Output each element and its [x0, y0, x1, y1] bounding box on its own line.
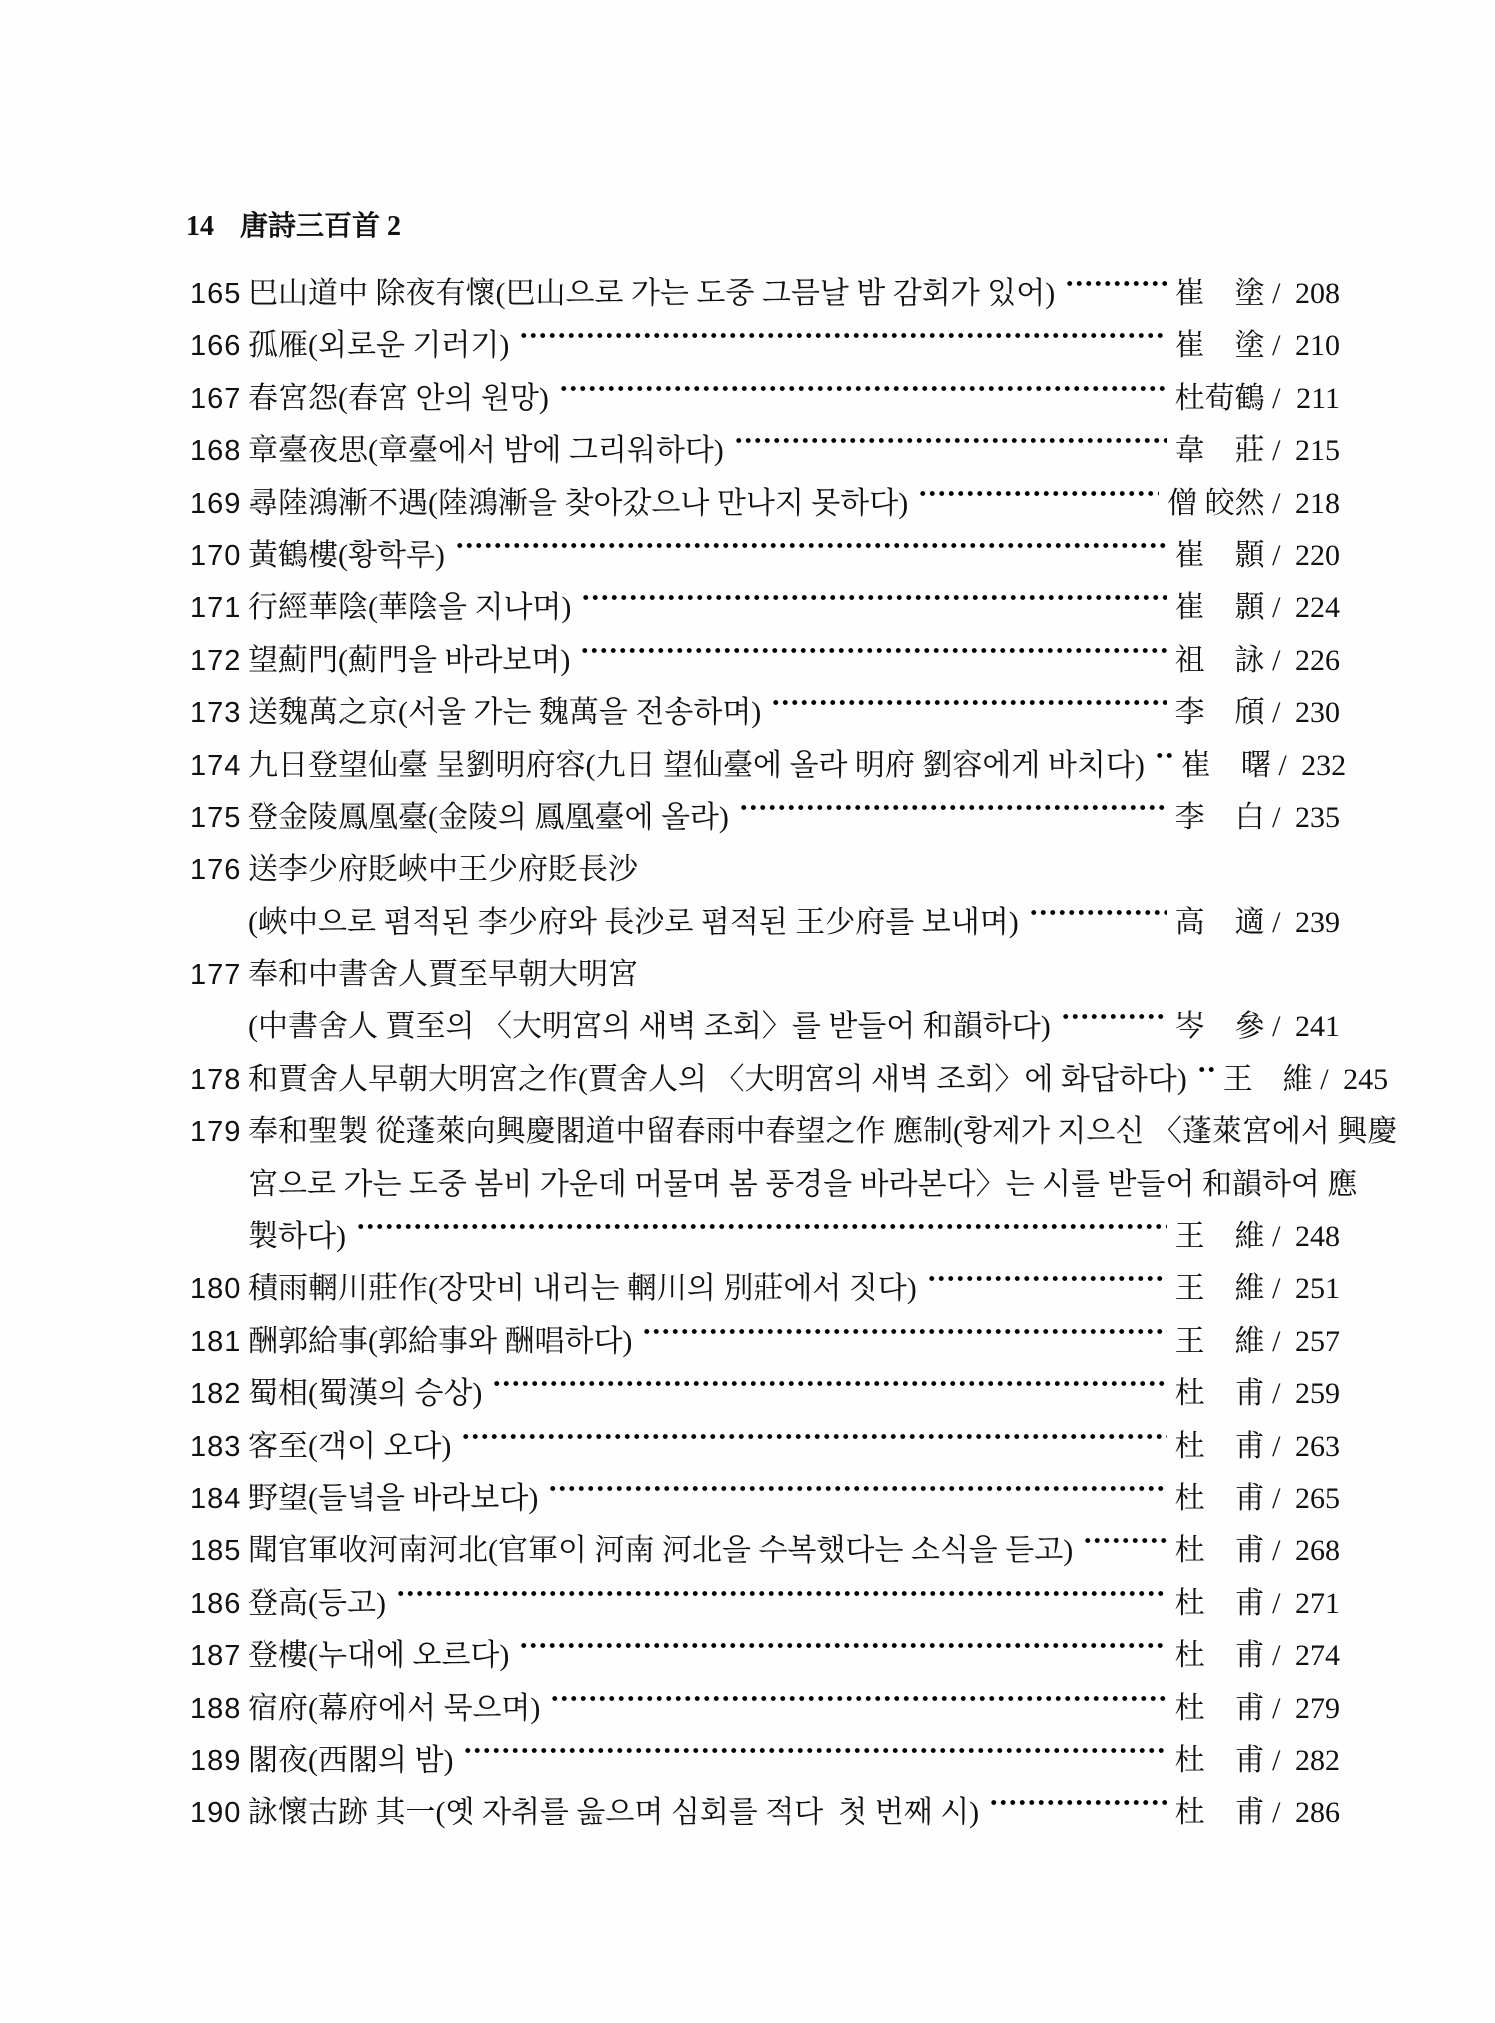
dot-leader	[455, 530, 1167, 561]
author-page-separator: /	[1270, 748, 1295, 782]
entry-page: 224	[1295, 591, 1340, 625]
toc-entry-row	[190, 1054, 1389, 1096]
entry-page: 241	[1295, 1010, 1340, 1044]
entry-number: 166	[190, 330, 242, 363]
toc-entry-row	[190, 1683, 1340, 1725]
entry-number: 180	[190, 1273, 242, 1306]
entry-title: (峽中으로 폄적된 李少府와 長沙로 폄적된 王少府를 보내며)	[248, 905, 1019, 939]
entry-author: 崔 曙	[1180, 748, 1271, 782]
toc-entry-row	[190, 1001, 1340, 1044]
entry-number: 168	[190, 435, 242, 468]
author-page-separator: /	[1264, 696, 1288, 730]
dot-leader	[550, 1683, 1166, 1714]
author-page-separator: /	[1264, 1324, 1288, 1358]
entry-page: 218	[1295, 486, 1340, 520]
toc-entry-row	[190, 740, 1347, 782]
author-page-separator: /	[1264, 1639, 1288, 1673]
entry-title: 登高(등고)	[248, 1586, 386, 1620]
toc-entry-row	[190, 582, 1340, 625]
page-header	[158, 172, 401, 276]
entry-number: 174	[190, 749, 242, 782]
entry-number: 189	[190, 1744, 242, 1777]
toc-entry-row	[190, 373, 1340, 415]
entry-author: 王 維	[1174, 1324, 1265, 1358]
entry-page: 274	[1295, 1639, 1340, 1673]
dot-leader	[927, 1263, 1167, 1294]
toc-entry-row	[190, 1106, 1398, 1149]
entry-author: 李 頎	[1174, 696, 1265, 730]
entry-number: 172	[190, 644, 242, 677]
toc-entry-row	[190, 844, 1340, 887]
toc-entry-row	[190, 1525, 1340, 1568]
entry-author: 韋 莊	[1174, 434, 1265, 468]
entry-title: 酬郭給事(郭給事와 酬唱하다)	[248, 1324, 633, 1358]
toc-entry-row	[190, 478, 1340, 520]
entry-number: 173	[190, 697, 242, 730]
dot-leader	[918, 478, 1159, 509]
dot-leader	[492, 1368, 1166, 1399]
entry-number: 176	[190, 854, 242, 887]
entry-page: 239	[1295, 905, 1340, 939]
author-page-separator: /	[1264, 800, 1288, 834]
entry-number: 165	[190, 278, 242, 310]
author-page-separator: /	[1264, 905, 1288, 939]
entry-page: 268	[1295, 1534, 1340, 1568]
author-page-separator: /	[1264, 1534, 1288, 1568]
entry-title: 九日登望仙臺 呈劉明府容(九日 望仙臺에 올라 明府 劉容에게 바치다)	[248, 748, 1145, 782]
toc-entry-row	[190, 1211, 1340, 1254]
entry-number: 183	[190, 1430, 242, 1463]
entry-title: 客至(객이 오다)	[248, 1429, 452, 1463]
toc-entry-row	[190, 1159, 1358, 1201]
entry-author: 崔 顥	[1174, 538, 1265, 572]
entry-page: 215	[1295, 434, 1340, 468]
entry-number: 182	[190, 1378, 242, 1411]
author-page-separator: /	[1264, 1429, 1288, 1463]
dot-leader	[1029, 897, 1167, 928]
toc-entry-row	[190, 687, 1340, 730]
entry-page: 230	[1295, 696, 1340, 730]
entry-title: 閣夜(西閣의 밤)	[248, 1743, 454, 1777]
entry-title: 詠懷古跡 其一(옛 자취를 읊으며 심회를 적다 첫 번째 시)	[248, 1796, 980, 1830]
author-page-separator: /	[1264, 1010, 1288, 1044]
entry-number: 177	[190, 959, 242, 992]
entry-author: 祖 詠	[1174, 643, 1265, 677]
author-page-separator: /	[1312, 1062, 1337, 1096]
entry-author: 杜 甫	[1174, 1429, 1265, 1463]
entry-number: 169	[190, 487, 242, 520]
entry-title: 章臺夜思(章臺에서 밤에 그리워하다)	[248, 434, 724, 468]
entry-number: 181	[190, 1325, 242, 1358]
entry-number: 179	[190, 1116, 242, 1149]
entry-author: 岑 參	[1174, 1010, 1265, 1044]
toc-entry-row	[190, 1578, 1340, 1620]
entry-number: 185	[190, 1535, 242, 1568]
dot-leader	[1065, 268, 1166, 299]
dot-leader	[1083, 1525, 1166, 1556]
author-page-separator: /	[1264, 1586, 1288, 1620]
entry-author: 杜 甫	[1174, 1796, 1265, 1830]
entry-title: 登樓(누대에 오르다)	[248, 1639, 510, 1673]
author-page-separator: /	[1264, 434, 1288, 468]
entry-author: 杜 甫	[1174, 1743, 1265, 1777]
dot-leader	[734, 425, 1167, 456]
entry-author: 李 白	[1174, 800, 1265, 834]
entry-title: 送李少府貶峽中王少府貶長沙	[248, 853, 638, 887]
entry-page: 271	[1295, 1586, 1340, 1620]
entry-title: 聞官軍收河南河北(官軍이 河南 河北을 수복했다는 소식을 듣고)	[248, 1534, 1074, 1568]
toc-entry-row	[190, 897, 1340, 939]
dot-leader	[548, 1473, 1166, 1504]
dot-leader	[519, 1630, 1166, 1661]
entry-title: 野望(들녘을 바라보다)	[248, 1481, 539, 1515]
entry-number: 184	[190, 1482, 242, 1515]
dot-leader	[771, 687, 1166, 718]
entry-page: 245	[1343, 1062, 1389, 1096]
author-page-separator: /	[1264, 1796, 1288, 1830]
entry-title: 送魏萬之京(서울 가는 魏萬을 전송하며)	[248, 696, 762, 730]
entry-title: 奉和中書舍人賈至早朝大明宮	[248, 958, 638, 992]
dot-leader	[642, 1316, 1166, 1347]
toc-entry-row	[190, 320, 1340, 363]
entry-author: 杜 甫	[1174, 1691, 1265, 1725]
entry-title: 蜀相(蜀漢의 승상)	[248, 1377, 483, 1411]
entry-author: 崔 顥	[1174, 591, 1265, 625]
author-page-separator: /	[1264, 1220, 1288, 1254]
entry-title: 黃鶴樓(황학루)	[248, 538, 445, 572]
dot-leader	[356, 1211, 1167, 1242]
dot-leader	[396, 1578, 1167, 1609]
toc-entry-row	[190, 1263, 1340, 1306]
entry-title: 奉和聖製 從蓬萊向興慶閣道中留春雨中春望之作 應制(황제가 지으신 〈蓬萊宮에서 興慶	[248, 1115, 1398, 1149]
entry-title: 春宮怨(春宮 안의 원망)	[248, 381, 549, 415]
entry-number: 190	[190, 1797, 242, 1830]
toc-entry-row	[190, 530, 1340, 572]
toc-entry-row	[190, 792, 1340, 834]
entry-number: 188	[190, 1692, 242, 1725]
entry-page: 208	[1295, 277, 1340, 310]
toc-entry-row	[190, 1735, 1340, 1777]
entry-number: 171	[190, 592, 242, 625]
entry-page: 232	[1301, 748, 1347, 782]
entry-title: 巴山道中 除夜有懷(巴山으로 가는 도중 그믐날 밤 감회가 있어)	[248, 277, 1056, 310]
entry-author: 杜荀鶴	[1174, 381, 1265, 415]
dot-leader	[580, 635, 1166, 666]
entry-title: 宿府(幕府에서 묵으며)	[248, 1691, 541, 1725]
entry-title: 望薊門(薊門을 바라보며)	[248, 643, 571, 677]
entry-number: 167	[190, 382, 242, 415]
entry-author: 杜 甫	[1174, 1481, 1265, 1515]
dot-leader	[989, 1787, 1166, 1818]
entry-page: 235	[1295, 800, 1340, 834]
author-page-separator: /	[1264, 381, 1288, 415]
entry-page: 251	[1295, 1272, 1340, 1306]
entry-author: 杜 甫	[1174, 1639, 1265, 1673]
dot-leader	[463, 1735, 1166, 1766]
author-page-separator: /	[1264, 1691, 1288, 1725]
author-page-separator: /	[1264, 538, 1288, 572]
dot-leader	[461, 1421, 1166, 1452]
entry-page: 286	[1295, 1796, 1340, 1830]
toc-entry-row	[190, 1787, 1340, 1830]
page-number: 14	[186, 211, 214, 242]
entry-page: 265	[1295, 1481, 1340, 1515]
toc-entry-row	[190, 1630, 1340, 1673]
entry-page: 210	[1295, 329, 1340, 363]
entry-author: 杜 甫	[1174, 1534, 1265, 1568]
entry-number: 178	[190, 1063, 242, 1096]
entry-title: 宮으로 가는 도중 봄비 가운데 머물며 봄 풍경을 바라본다〉는 시를 받들어 和韻하여 應	[248, 1167, 1358, 1201]
entry-author: 崔 塗	[1174, 329, 1265, 363]
toc-entry-row	[190, 1368, 1340, 1411]
entry-author: 高 適	[1174, 905, 1265, 939]
entry-number: 187	[190, 1640, 242, 1673]
dot-leader	[581, 582, 1166, 613]
entry-title: 尋陸鴻漸不遇(陸鴻漸을 찾아갔으나 만나지 못하다)	[248, 486, 909, 520]
entry-page: 259	[1295, 1377, 1340, 1411]
entry-number: 170	[190, 539, 242, 572]
author-page-separator: /	[1264, 329, 1288, 363]
author-page-separator: /	[1264, 486, 1288, 520]
entry-page: 220	[1295, 538, 1340, 572]
toc-entry-row	[190, 1421, 1340, 1463]
entry-number: 186	[190, 1587, 242, 1620]
entry-title: (中書舍人 賈至의 〈大明宮의 새벽 조회〉를 받들어 和韻하다)	[248, 1010, 1051, 1044]
entry-author: 僧 皎然	[1167, 486, 1265, 520]
toc-list	[190, 268, 1398, 1840]
entry-title: 孤雁(외로운 기러기)	[248, 329, 510, 363]
toc-entry-row	[190, 635, 1340, 677]
entry-author: 王 維	[1174, 1220, 1265, 1254]
dot-leader	[519, 320, 1166, 351]
dot-leader	[1155, 740, 1173, 771]
entry-page: 263	[1295, 1429, 1340, 1463]
author-page-separator: /	[1264, 1272, 1288, 1306]
toc-entry-row	[190, 1316, 1340, 1358]
entry-number: 175	[190, 801, 242, 834]
entry-page: 248	[1295, 1220, 1340, 1254]
author-page-separator: /	[1264, 1377, 1288, 1411]
entry-page: 257	[1295, 1324, 1340, 1358]
entry-title: 積雨輞川莊作(장맛비 내리는 輞川의 別莊에서 짓다)	[248, 1272, 917, 1306]
entry-page: 279	[1295, 1691, 1340, 1725]
dot-leader	[739, 792, 1167, 823]
entry-title: 製하다)	[248, 1220, 346, 1254]
dot-leader	[1061, 1001, 1167, 1032]
author-page-separator: /	[1264, 643, 1288, 677]
toc-entry-row	[190, 1473, 1340, 1515]
dot-leader	[559, 373, 1167, 404]
book-title: 唐詩三百首 2	[240, 211, 402, 242]
entry-page: 282	[1295, 1743, 1340, 1777]
entry-author: 王 維	[1174, 1272, 1265, 1306]
toc-entry-row	[190, 425, 1340, 468]
author-page-separator: /	[1264, 277, 1288, 310]
toc-entry-row	[190, 268, 1340, 310]
entry-author: 杜 甫	[1174, 1586, 1265, 1620]
author-page-separator: /	[1264, 1743, 1288, 1777]
entry-title: 行經華陰(華陰을 지나며)	[248, 591, 572, 625]
entry-title: 登金陵鳳凰臺(金陵의 鳳凰臺에 올라)	[248, 800, 729, 834]
entry-author: 杜 甫	[1174, 1377, 1265, 1411]
entry-author: 崔 塗	[1174, 277, 1265, 310]
entry-author: 王 維	[1222, 1062, 1313, 1096]
dot-leader	[1197, 1054, 1215, 1085]
entry-page: 226	[1295, 643, 1340, 677]
entry-page: 211	[1296, 381, 1340, 415]
entry-title: 和賈舍人早朝大明宮之作(賈舍人의 〈大明宮의 새벽 조회〉에 화답하다)	[248, 1062, 1187, 1096]
author-page-separator: /	[1264, 591, 1288, 625]
toc-entry-row	[190, 949, 1340, 992]
author-page-separator: /	[1264, 1481, 1288, 1515]
